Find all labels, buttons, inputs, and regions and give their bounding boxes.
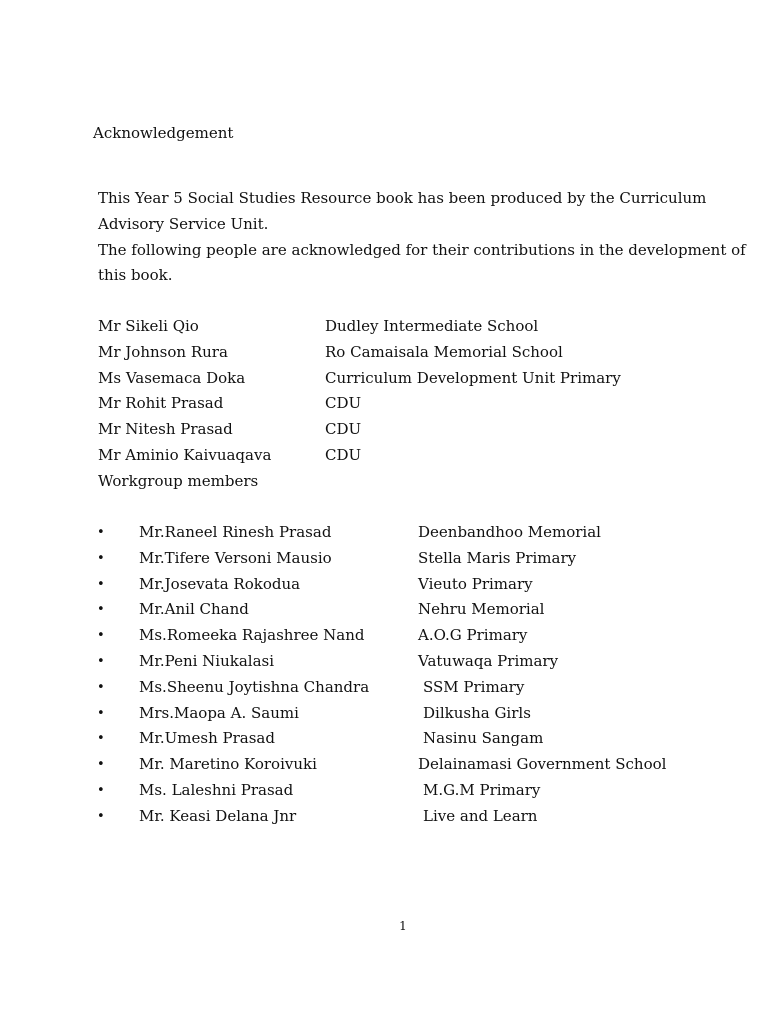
member-name: Ms.Sheenu Joytishna Chandra <box>139 677 370 696</box>
contributor-school: Ro Camaisala Memorial School <box>325 342 563 361</box>
contributor-name: Ms Vasemaca Doka <box>98 368 246 387</box>
list-item <box>0 546 768 572</box>
member-school: Nehru Memorial <box>418 600 545 619</box>
page-heading: Acknowledgement <box>93 124 234 142</box>
bullet-icon: • <box>97 550 105 566</box>
intro-paragraph-1: This Year 5 Social Studies Resource book has been produced by the Curriculum Advisory Service Unit. <box>98 189 707 233</box>
member-name: Mr.Anil Chand <box>139 600 249 619</box>
list-item <box>0 675 768 701</box>
contributor-row <box>98 443 748 469</box>
bullet-icon: • <box>97 525 105 540</box>
member-school: A.O.G Primary <box>418 626 528 645</box>
list-item <box>0 572 768 598</box>
contributor-school: CDU <box>325 394 362 413</box>
list-item <box>0 752 768 778</box>
bullet-icon: • <box>97 679 105 695</box>
contributor-name: Mr Nitesh Prasad <box>98 420 233 439</box>
contributor-school: CDU <box>325 420 362 439</box>
list-item <box>0 804 768 830</box>
member-name: Mr.Umesh Prasad <box>139 729 275 748</box>
member-name: Ms. Laleshni Prasad <box>139 780 294 799</box>
bullet-icon: • <box>97 757 105 773</box>
contributor-row <box>98 340 748 366</box>
member-school: Live and Learn <box>423 806 538 825</box>
list-item <box>0 597 768 623</box>
bullet-icon: • <box>97 576 105 592</box>
contributor-school: CDU <box>325 445 362 464</box>
contributor-row <box>98 314 748 340</box>
workgroup-members-list <box>0 520 768 830</box>
contributor-name: Mr Sikeli Qio <box>98 317 199 335</box>
member-name: Mr.Josevata Rokodua <box>139 574 301 593</box>
workgroup-heading: Workgroup members <box>98 472 259 490</box>
contributor-row <box>98 366 748 392</box>
member-school: Deenbandhoo Memorial <box>418 523 601 541</box>
member-school: Nasinu Sangam <box>423 729 544 748</box>
bullet-icon: • <box>97 705 105 721</box>
intro-paragraph-2: The following people are acknowledged for their contributions in the development of this book. <box>98 240 746 285</box>
intro-text <box>98 186 748 289</box>
member-name: Mr. Keasi Delana Jnr <box>139 806 297 825</box>
member-name: Mrs.Maopa A. Saumi <box>139 703 299 722</box>
contributors-list <box>98 314 748 469</box>
contributor-name: Mr Johnson Rura <box>98 342 228 361</box>
bullet-icon: • <box>97 731 105 747</box>
member-name: Mr.Tifere Versoni Mausio <box>139 548 332 567</box>
bullet-icon: • <box>97 653 105 669</box>
contributor-row <box>98 417 748 443</box>
contributor-name: Mr Rohit Prasad <box>98 394 224 413</box>
list-item <box>0 520 768 546</box>
bullet-icon: • <box>97 808 105 824</box>
bullet-icon: • <box>97 602 105 618</box>
contributor-school: Dudley Intermediate School <box>325 317 539 335</box>
member-name: Mr.Raneel Rinesh Prasad <box>139 523 332 541</box>
member-school: Vieuto Primary <box>418 574 533 593</box>
contributor-row <box>98 391 748 417</box>
member-school: SSM Primary <box>423 677 525 696</box>
contributor-school: Curriculum Development Unit Primary <box>325 368 621 387</box>
list-item <box>0 701 768 727</box>
list-item <box>0 778 768 804</box>
member-name: Mr. Maretino Koroivuki <box>139 755 317 774</box>
contributor-name: Mr Aminio Kaivuaqava <box>98 445 272 464</box>
page-number: 1 <box>399 919 407 933</box>
member-name: Ms.Romeeka Rajashree Nand <box>139 626 365 645</box>
bullet-icon: • <box>97 628 105 644</box>
list-item <box>0 649 768 675</box>
member-school: Dilkusha Girls <box>423 703 531 722</box>
member-school: Stella Maris Primary <box>418 548 577 567</box>
list-item <box>0 623 768 649</box>
member-school: Vatuwaqa Primary <box>418 651 559 670</box>
bullet-icon: • <box>97 782 105 798</box>
member-school: M.G.M Primary <box>423 780 541 799</box>
member-school: Delainamasi Government School <box>418 755 667 774</box>
member-name: Mr.Peni Niukalasi <box>139 651 275 670</box>
list-item <box>0 726 768 752</box>
